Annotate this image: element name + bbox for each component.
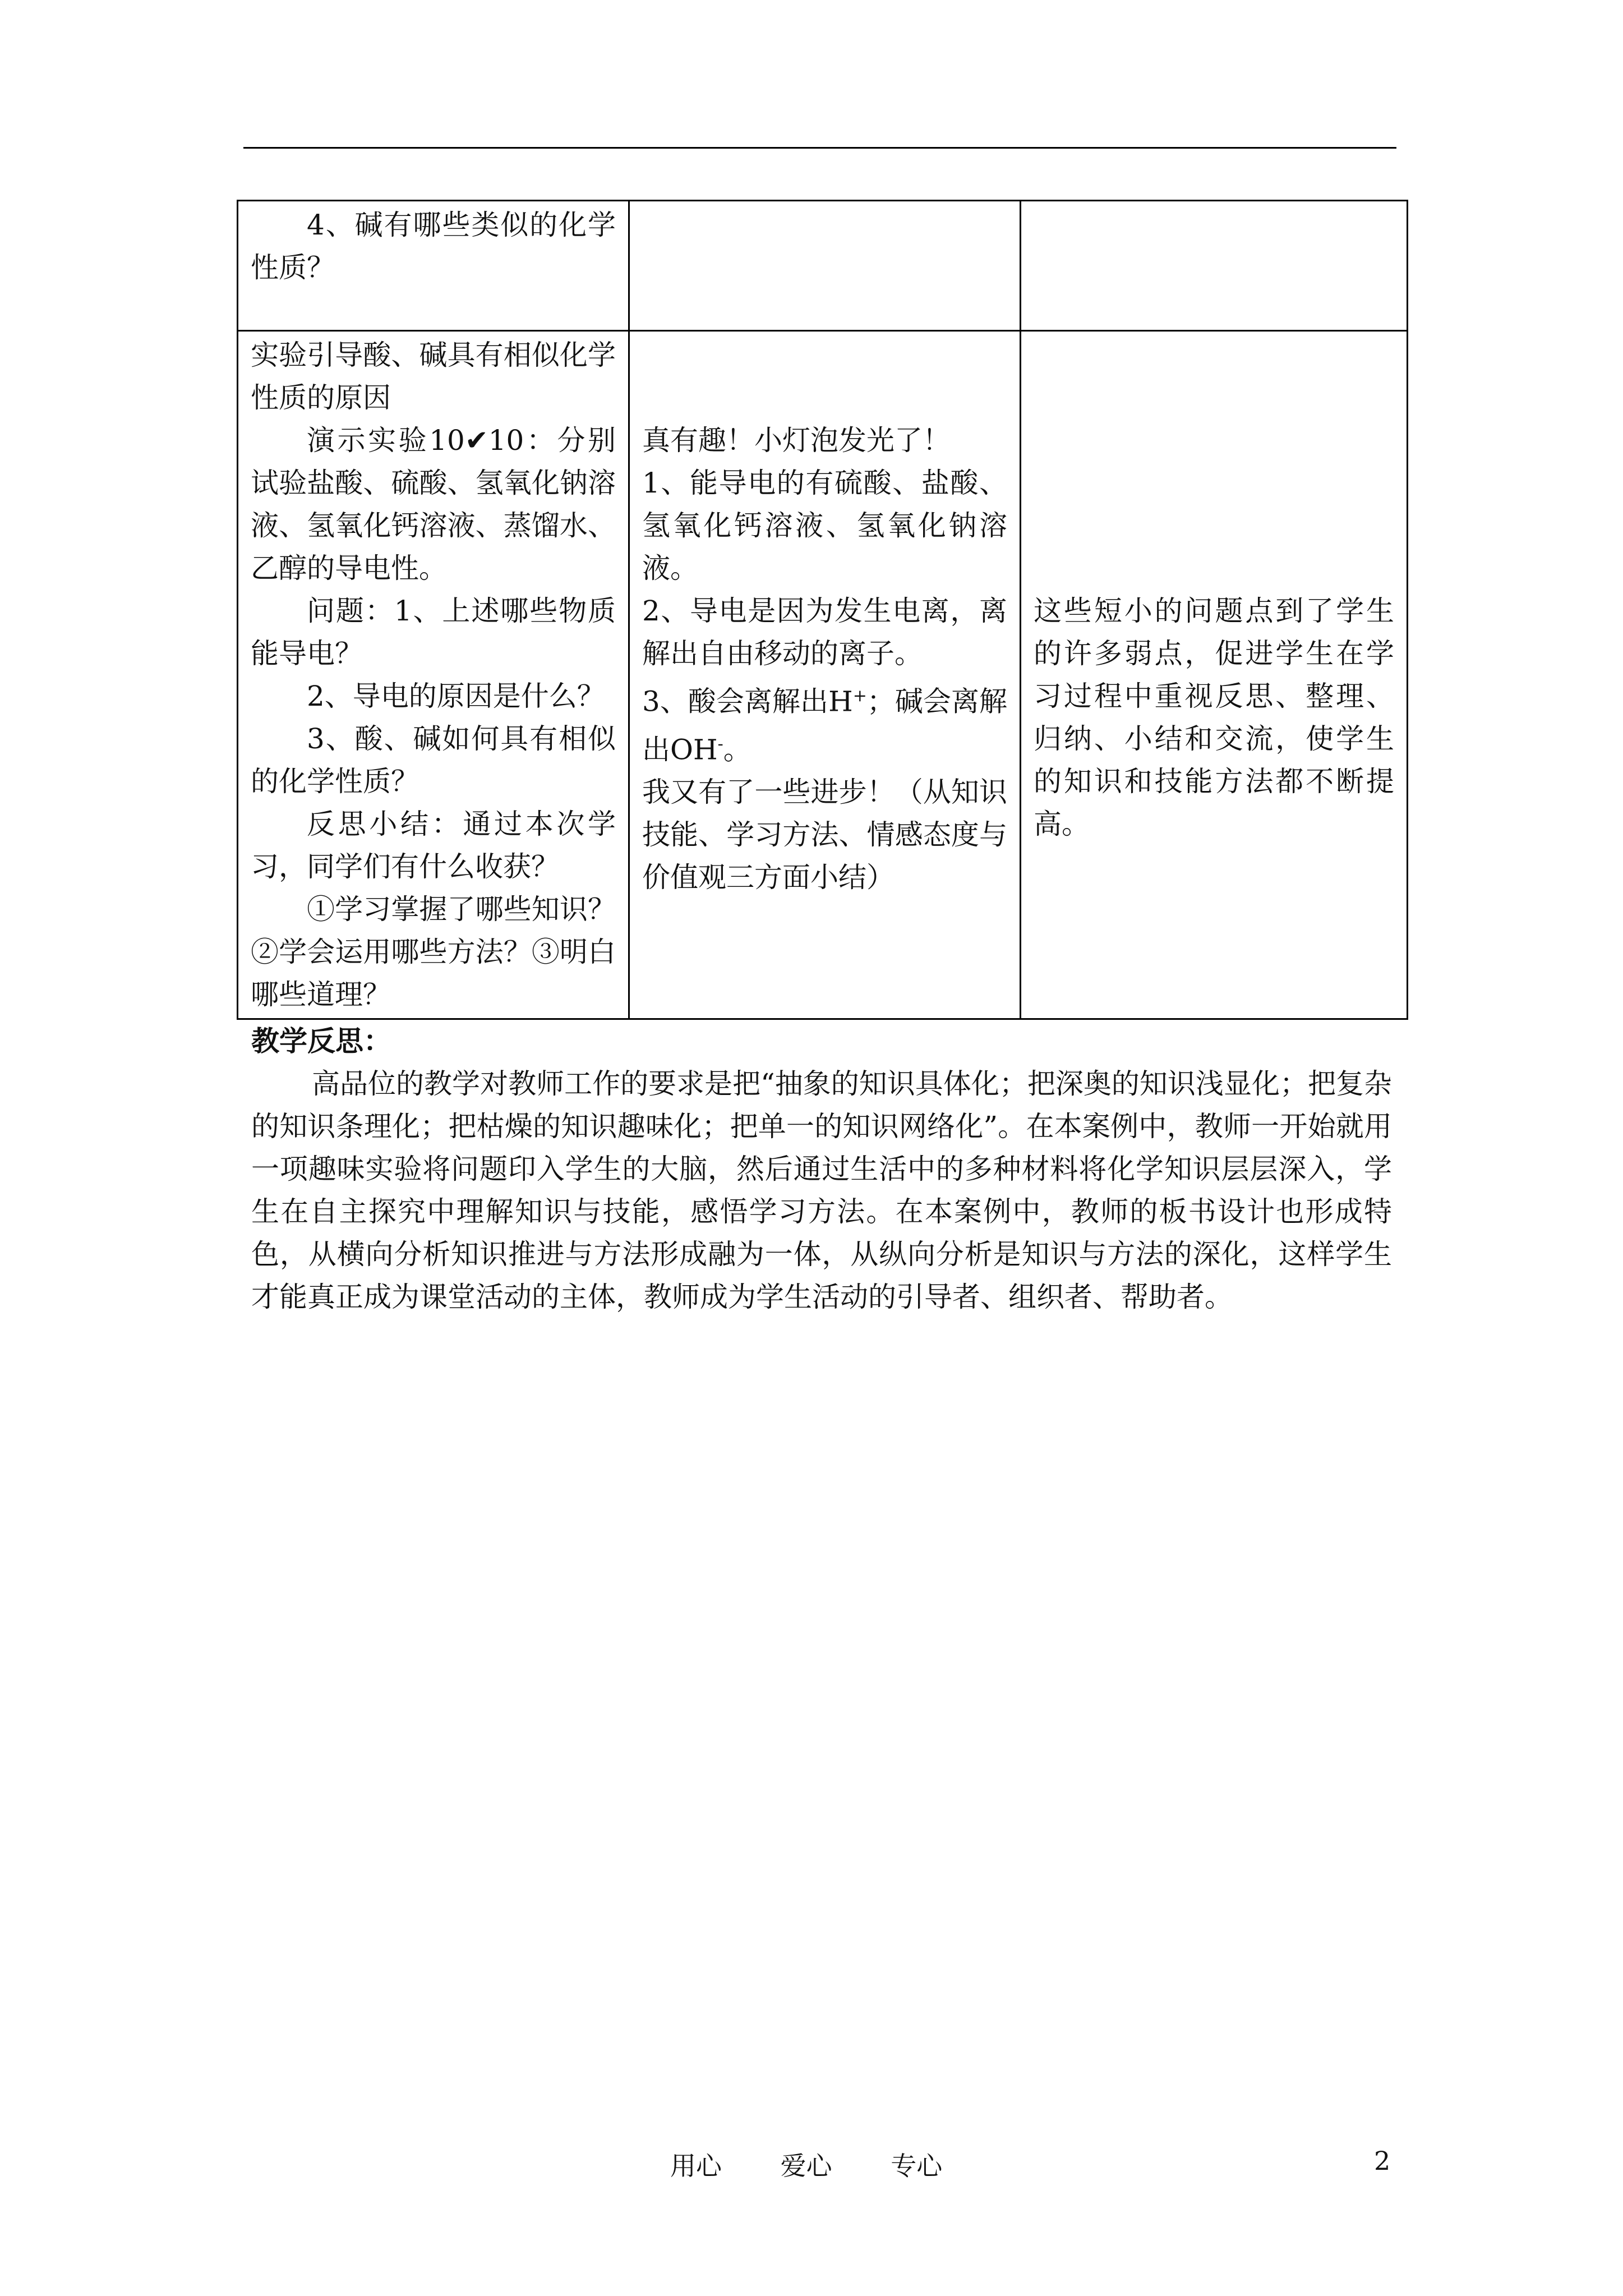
- reflection-body: 高品位的教学对教师工作的要求是把“抽象的知识具体化；把深奥的知识浅显化；把复杂的知识条理化；把枯燥的知识趣味化；把单一的知识网络化”。在本案例中，教师一开始就用一项趣味实验将问题印入学生的大脑，然后通过生活中的多种材料将化学知识层层深入，学生在自主探究中理解知识与技能，感悟学习方法。在本案例中，教师的板书设计也形成特色，从横向分析知识推进与方法形成融为一体，从纵向分析是知识与方法的深化，这样学生才能真正成为课堂活动的主体，教师成为学生活动的引导者、组织者、帮助者。: [251, 1068, 1392, 1313]
- table-cell-teacher-activity: [238, 201, 629, 331]
- table-row: [238, 201, 1408, 331]
- answer-2: 2、导电是因为发生电离，离解出自由移动的离子。: [642, 595, 1007, 670]
- answer-3: 3、酸会离解出H+；碱会离解出OH-。: [642, 685, 1008, 766]
- question-2: 2、导电的原因是什么？: [307, 680, 605, 712]
- question-1: 问题：1、上述哪些物质能导电？: [251, 595, 616, 670]
- design-intent-note: 这些短小的问题点到了学生的许多弱点，促进学生在学习过程中重视反思、整理、归纳、小结和交流，使学生的知识和技能方法都不断提高。: [1034, 595, 1394, 840]
- page-number: 2: [1374, 2146, 1391, 2176]
- lesson-table: [237, 200, 1408, 1020]
- footer-motto: [670, 2146, 993, 2183]
- question-4: 4、碱有哪些类似的化学性质？: [251, 209, 616, 284]
- reflection-summary: 反思小结：通过本次学习，同学们有什么收获？: [251, 808, 616, 883]
- motto-item: 专心: [891, 2151, 943, 2181]
- progress-note: 我又有了一些进步！（从知识技能、学习方法、情感态度与价值观三方面小结）: [642, 776, 1007, 894]
- teaching-reflection: [251, 1020, 1392, 1318]
- table-cell-student-activity: [629, 331, 1021, 1019]
- table-row: [238, 331, 1408, 1019]
- student-exclaim: 真有趣！小灯泡发光了！: [642, 424, 951, 457]
- summary-items: ①学习掌握了哪些知识？②学会运用哪些方法？③明白哪些道理？: [251, 893, 616, 1011]
- answer-1: 1、能导电的有硫酸、盐酸、氢氧化钙溶液、氢氧化钠溶液。: [642, 467, 1007, 585]
- question-3: 3、酸、碱如何具有相似的化学性质？: [251, 723, 616, 798]
- motto-item: 用心: [670, 2151, 722, 2181]
- table-cell-design-intent: [1021, 201, 1408, 331]
- motto-item: 爱心: [780, 2151, 832, 2181]
- header-rule: [243, 147, 1396, 149]
- table-cell-teacher-activity: [238, 331, 629, 1019]
- demo-experiment: 演示实验10✔10：分别试验盐酸、硫酸、氢氧化钠溶液、氢氧化钙溶液、蒸馏水、乙醇的导电性。: [251, 424, 616, 585]
- section-title: 实验引导酸、碱具有相似化学性质的原因: [251, 339, 616, 414]
- table-cell-student-activity: [629, 201, 1021, 331]
- reflection-title: 教学反思：: [251, 1024, 391, 1057]
- table-cell-design-intent: [1021, 331, 1408, 1019]
